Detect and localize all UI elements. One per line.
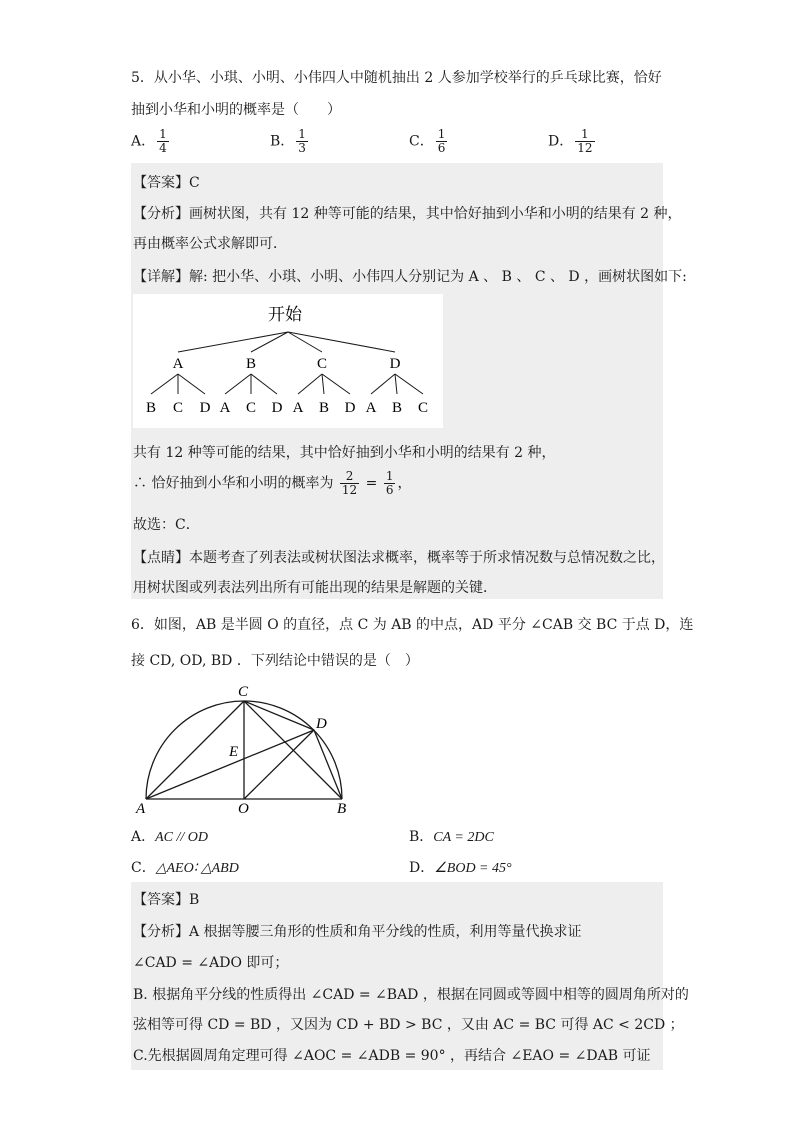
fraction-numerator: 1 xyxy=(437,127,446,141)
q6-solution-block xyxy=(131,882,663,1070)
option-label: C． xyxy=(409,133,434,150)
equals-sign: = xyxy=(365,475,378,492)
prob-prefix: ∴ 恰好抽到小华和小明的概率为 xyxy=(133,475,334,492)
q6-stem-line1: 6．如图，AB 是半圆 O 的直径，点 C 为 AB 的中点，AD 平分 ∠CAB 交 BC 于点 D，连 xyxy=(131,617,694,633)
tree-node-l2: D xyxy=(271,400,283,416)
fraction-numerator: 1 xyxy=(385,469,394,483)
q6-option-c xyxy=(131,857,239,877)
fraction xyxy=(157,128,169,155)
tree-node-l2: C xyxy=(172,400,184,416)
tree-node-l2: A xyxy=(365,400,377,416)
fraction-denominator: 6 xyxy=(437,141,446,155)
point-label-b: B xyxy=(337,801,347,817)
fraction-numerator: 2 xyxy=(340,470,359,484)
q6-analysis-line3: B. 根据角平分线的性质得出 ∠CAD = ∠BAD ，根据在同圆或等圆中相等的圆周角所对的 xyxy=(133,987,689,1003)
q5-option-c xyxy=(409,128,449,155)
option-label: B． xyxy=(270,133,295,150)
q6-option-b xyxy=(409,826,494,846)
q5-comment-line1: 【点睛】本题考查了列表法或树状图法求概率，概率等于所求情况数与总情况数之比， xyxy=(133,550,665,566)
fraction-denominator: 6 xyxy=(385,483,394,497)
fraction-denominator: 12 xyxy=(577,141,593,155)
q5-probability-line xyxy=(133,470,411,497)
q6-analysis-line5: C.先根据圆周角定理可得 ∠AOC = ∠ADB = 90° ，再结合 ∠EAO = ∠DAB 可证 xyxy=(133,1048,651,1064)
tree-node-l2: A xyxy=(292,400,304,416)
prob-suffix: ， xyxy=(397,475,412,492)
point-label-c: C xyxy=(238,684,249,700)
option-label: C． xyxy=(131,860,156,876)
tree-node-l2: A xyxy=(219,400,231,416)
q6-analysis-line4: 弦相等可得 CD = BD ，又因为 CD + BD > BC ，又由 AC = BC 可得 AC < 2CD ； xyxy=(133,1017,684,1033)
tree-diagram xyxy=(133,294,443,428)
semicircle-figure xyxy=(134,680,356,820)
option-text: CA = 2DC xyxy=(433,830,494,845)
fraction-denominator: 12 xyxy=(341,483,358,497)
q6-option-a xyxy=(131,826,208,846)
option-label: A． xyxy=(131,133,156,150)
tree-node-l2: D xyxy=(344,400,356,416)
option-label: D． xyxy=(548,133,574,150)
point-label-d: D xyxy=(316,716,327,732)
q5-stem-line2: 抽到小华和小明的概率是（ ） xyxy=(131,102,341,118)
fraction xyxy=(296,128,308,155)
q6-stem-line2: 接 CD, OD, BD ．下列结论中错误的是（ ） xyxy=(131,653,419,669)
q5-option-a xyxy=(131,128,171,155)
fraction-numerator: 1 xyxy=(575,128,594,142)
q5-comment-line2: 用树状图或列表法列出所有可能出现的结果是解题的关键． xyxy=(133,580,497,596)
fraction xyxy=(384,470,396,497)
q5-stem-line1: 5．从小华、小琪、小明、小伟四人中随机抽出 2 人参加学校举行的乒乓球比赛，恰好 xyxy=(131,70,662,86)
tree-node-l2: B xyxy=(391,400,403,416)
tree-node-l2: C xyxy=(245,400,257,416)
tree-node-l2: D xyxy=(199,400,211,416)
option-text: △AEO∶ △ABD xyxy=(155,861,239,876)
tree-node-l1: D xyxy=(389,356,401,372)
point-label-o: O xyxy=(238,801,249,817)
tree-node-l2: B xyxy=(318,400,330,416)
option-text: ∠BOD = 45° xyxy=(434,861,512,876)
fraction-denominator: 4 xyxy=(159,141,167,155)
q5-option-b xyxy=(270,128,310,155)
tree-root: 开始 xyxy=(268,305,302,324)
q6-analysis-line1: 【分析】A 根据等腰三角形的性质和角平分线的性质，利用等量代换求证 xyxy=(133,924,582,940)
tree-node-l1: B xyxy=(245,356,257,372)
fraction-denominator: 3 xyxy=(298,141,306,155)
q5-analysis-line2: 再由概率公式求解即可． xyxy=(133,236,287,252)
q5-answer: 【答案】C xyxy=(133,175,200,191)
q5-detail: 【详解】解: 把小华、小琪、小明、小伟四人分别记为 A 、 B 、 C 、 D ，画树状图如下: xyxy=(133,269,687,285)
q5-choose: 故选：C． xyxy=(133,517,200,533)
q5-result-line: 共有 12 种等可能的结果，其中恰好抽到小华和小明的结果有 2 种， xyxy=(133,445,556,461)
option-label: D． xyxy=(409,860,435,876)
fraction-numerator: 1 xyxy=(159,127,167,141)
option-text: AC // OD xyxy=(155,830,209,845)
q5-option-d xyxy=(548,128,597,155)
tree-node-l2: B xyxy=(145,400,157,416)
option-label: A． xyxy=(131,829,156,845)
q6-answer: 【答案】B xyxy=(133,892,200,908)
point-label-e: E xyxy=(229,744,239,760)
fraction xyxy=(436,128,448,155)
point-label-a: A xyxy=(136,801,146,817)
fraction xyxy=(575,128,594,155)
option-label: B． xyxy=(409,829,434,845)
q5-analysis-line1: 【分析】画树状图，共有 12 种等可能的结果，其中恰好抽到小华和小明的结果有 2 种， xyxy=(133,206,682,222)
q6-option-d xyxy=(409,857,512,877)
tree-node-l1: C xyxy=(316,356,328,372)
fraction xyxy=(340,470,359,497)
tree-node-l2: C xyxy=(417,400,429,416)
fraction-numerator: 1 xyxy=(298,127,306,141)
tree-node-l1: A xyxy=(172,356,184,372)
q6-analysis-line2: ∠CAD = ∠ADO 即可； xyxy=(133,955,289,971)
